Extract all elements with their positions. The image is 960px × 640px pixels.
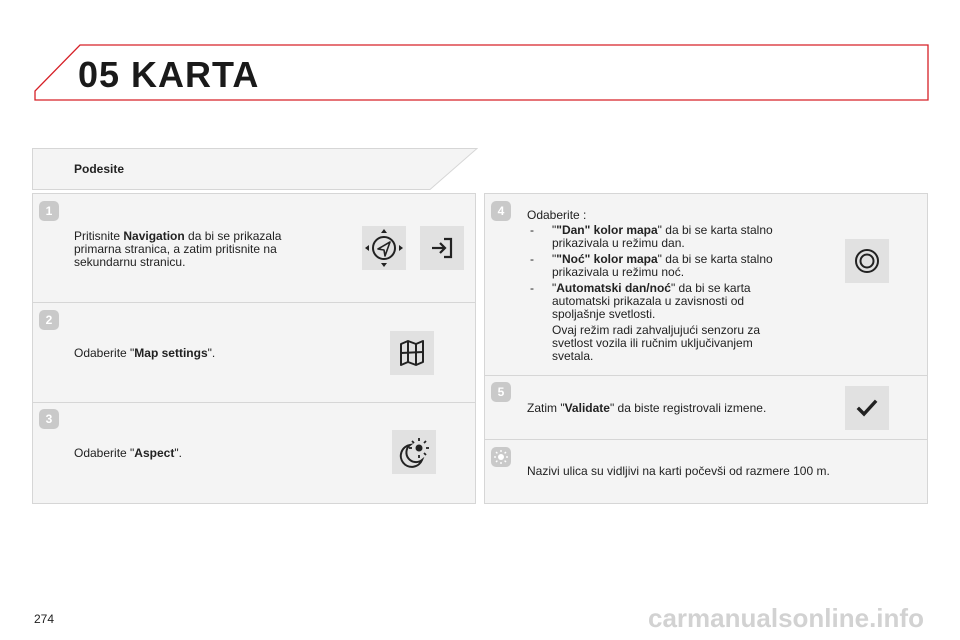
step-5-text: Zatim "Validate" da biste registrovali izmene. bbox=[527, 401, 767, 415]
aspect-icon[interactable] bbox=[392, 430, 436, 474]
step-3-text: Odaberite "Aspect". bbox=[74, 446, 182, 460]
step-1-text: Pritisnite Navigation da bi se prikazala primarna stranica, a zatim pritisnite na sekundarnu stranicu. bbox=[74, 229, 282, 269]
watermark: carmanualsonline.info bbox=[648, 603, 924, 633]
tip-text: Nazivi ulica su vidljivi na karti počevši od razmere 100 m. bbox=[527, 464, 830, 478]
chapter-number: 05 bbox=[78, 54, 121, 95]
option-3-text: "Automatski dan/noć" da bi se karta automatski prikazala u zavisnosti od spoljašnje svetlosti. bbox=[552, 281, 751, 321]
option-1-dash: - bbox=[530, 223, 534, 237]
navigation-icon[interactable] bbox=[362, 226, 406, 270]
right-divider-2 bbox=[485, 439, 927, 440]
page-number: 274 bbox=[34, 612, 55, 626]
step-badge-5: 5 bbox=[491, 382, 511, 402]
day-night-option-icon[interactable] bbox=[845, 239, 889, 283]
tip-badge bbox=[491, 447, 511, 467]
option-2-dash: - bbox=[530, 252, 534, 266]
step-badge-3: 3 bbox=[39, 409, 59, 429]
step-4-intro: Odaberite : bbox=[527, 208, 587, 222]
map-settings-icon[interactable] bbox=[390, 331, 434, 375]
right-divider-1 bbox=[485, 375, 927, 376]
left-divider-2 bbox=[33, 402, 475, 403]
step-2-text: Odaberite "Map settings". bbox=[74, 346, 216, 360]
option-2-text: ""Noć" kolor mapa" da bi se karta stalno prikazivala u režimu noć. bbox=[552, 252, 773, 279]
step-badge-1: 1 bbox=[39, 201, 59, 221]
secondary-page-icon[interactable] bbox=[420, 226, 464, 270]
option-1-text: ""Dan" kolor mapa" da bi se karta stalno prikazivala u režimu dan. bbox=[552, 223, 773, 250]
sun-tip-icon bbox=[491, 447, 511, 467]
step-badge-2: 2 bbox=[39, 310, 59, 330]
section-label: Podesite bbox=[74, 162, 125, 176]
left-divider-1 bbox=[33, 302, 475, 303]
chapter-title: KARTA bbox=[131, 54, 260, 95]
step-badge-4: 4 bbox=[491, 201, 511, 221]
option-3-dash: - bbox=[530, 281, 534, 295]
step-4-note: Ovaj režim radi zahvaljujući senzoru za svetlost vozila ili ručnim uključivanjem svetala. bbox=[552, 323, 761, 363]
checkmark-icon[interactable] bbox=[845, 386, 889, 430]
